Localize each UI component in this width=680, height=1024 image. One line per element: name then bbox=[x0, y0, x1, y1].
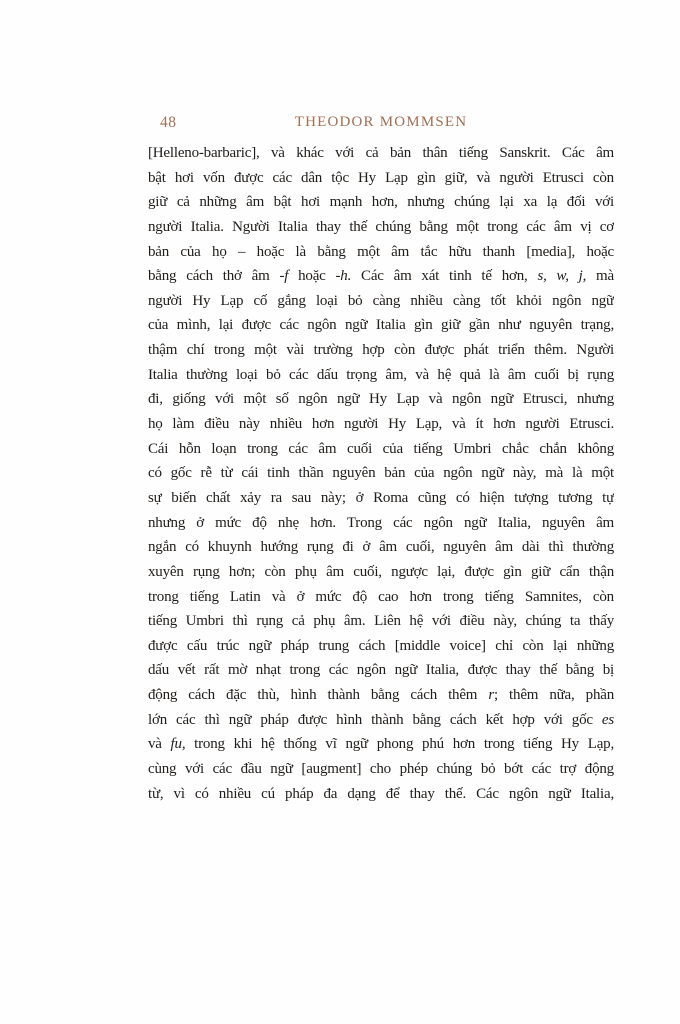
text-line: người Italia. Người Italia thay thế chúng bằng một trong các âm vị cơ bbox=[148, 218, 614, 235]
text-line: [Helleno-barbaric], và khác với cả bản thân tiếng Sanskrit. Các âm bbox=[148, 145, 614, 161]
text-line: Italia thường loại bỏ các dấu trọng âm, và hệ quả là âm cuối bị rụng bbox=[148, 366, 614, 383]
text-line: động cách đặc thù, hình thành bằng cách thêm r; thêm nữa, phần bbox=[148, 687, 614, 704]
running-title: THEODOR MOMMSEN bbox=[294, 114, 468, 130]
text-line: cùng với các đầu ngữ [augment] cho phép chúng bỏ bớt các trợ động bbox=[148, 761, 614, 778]
text-line: họ làm điều này nhiều hơn người Hy Lạp, và ít hơn người Etrusci. bbox=[148, 416, 614, 433]
text-line: từ, vì có nhiều cú pháp đa dạng để thay thế. Các ngôn ngữ Italia, bbox=[148, 785, 614, 802]
text-line: thậm chí trong một vài trường hợp còn được phát triển thêm. Người bbox=[148, 342, 614, 359]
text-line: giữ cả những âm bật hơi mạnh hơn, nhưng chúng lại xa lạ đối với bbox=[148, 194, 614, 211]
text-line: của mình, lại được các ngôn ngữ Italia gìn giữ gần như nguyên trạng, bbox=[148, 317, 614, 334]
text-line: người Hy Lạp cố gắng loại bỏ càng nhiều càng tốt khỏi ngôn ngữ bbox=[148, 292, 614, 309]
body-text bbox=[148, 141, 614, 806]
text-line: đi, giống với một số ngôn ngữ Hy Lạp và ngôn ngữ Etrusci, nhưng bbox=[148, 391, 614, 408]
text-line: trong tiếng Latin và ở mức độ cao hơn trong tiếng Samnites, còn bbox=[148, 588, 614, 605]
text-line: xuyên rụng hơn; còn phụ âm cuối, ngược lại, được gìn giữ cẩn thận bbox=[148, 563, 614, 580]
text-line: sự biến chất xảy ra sau này; ở Roma cũng có hiện tượng tương tự bbox=[148, 489, 614, 506]
text-line: và fu, trong khi hệ thống vĩ ngữ phong phú hơn trong tiếng Hy Lạp, bbox=[148, 736, 614, 753]
page-number: 48 bbox=[160, 114, 177, 131]
text-line: nhưng ở mức độ nhẹ hơn. Trong các ngôn ngữ Italia, nguyên âm bbox=[148, 514, 614, 531]
text-line: bản của họ – hoặc là bằng một âm tắc hữu thanh [media], hoặc bbox=[148, 243, 614, 260]
text-line: dấu vết rất mờ nhạt trong các ngôn ngữ Italia, được thay thế bằng bị bbox=[148, 662, 614, 679]
text-line: có gốc rễ từ cái tinh thần nguyên bản của ngôn ngữ này, mà là một bbox=[148, 465, 614, 482]
text-line: bằng cách thở âm -f hoặc -h. Các âm xát tinh tế hơn, s, w, j, mà bbox=[148, 268, 614, 285]
text-line: lớn các thì ngữ pháp được hình thành bằng cách kết hợp với gốc es bbox=[148, 711, 614, 728]
text-line: tiếng Umbri thì rụng cả phụ âm. Liên hệ với điều này, chúng ta thấy bbox=[148, 613, 614, 630]
text-line: bật hơi vốn được các dân tộc Hy Lạp gìn giữ, và người Etrusci còn bbox=[148, 169, 614, 186]
page-header bbox=[148, 114, 614, 136]
text-line: được cấu trúc ngữ pháp trung cách [middle voice] chỉ còn lại những bbox=[148, 637, 614, 654]
text-line: ngắn có khuynh hướng rụng đi ở âm cuối, nguyên âm dài thì thường bbox=[148, 539, 614, 556]
text-line: Cái hỗn loạn trong các âm cuối của tiếng Umbri chắc chắn không bbox=[148, 440, 614, 457]
